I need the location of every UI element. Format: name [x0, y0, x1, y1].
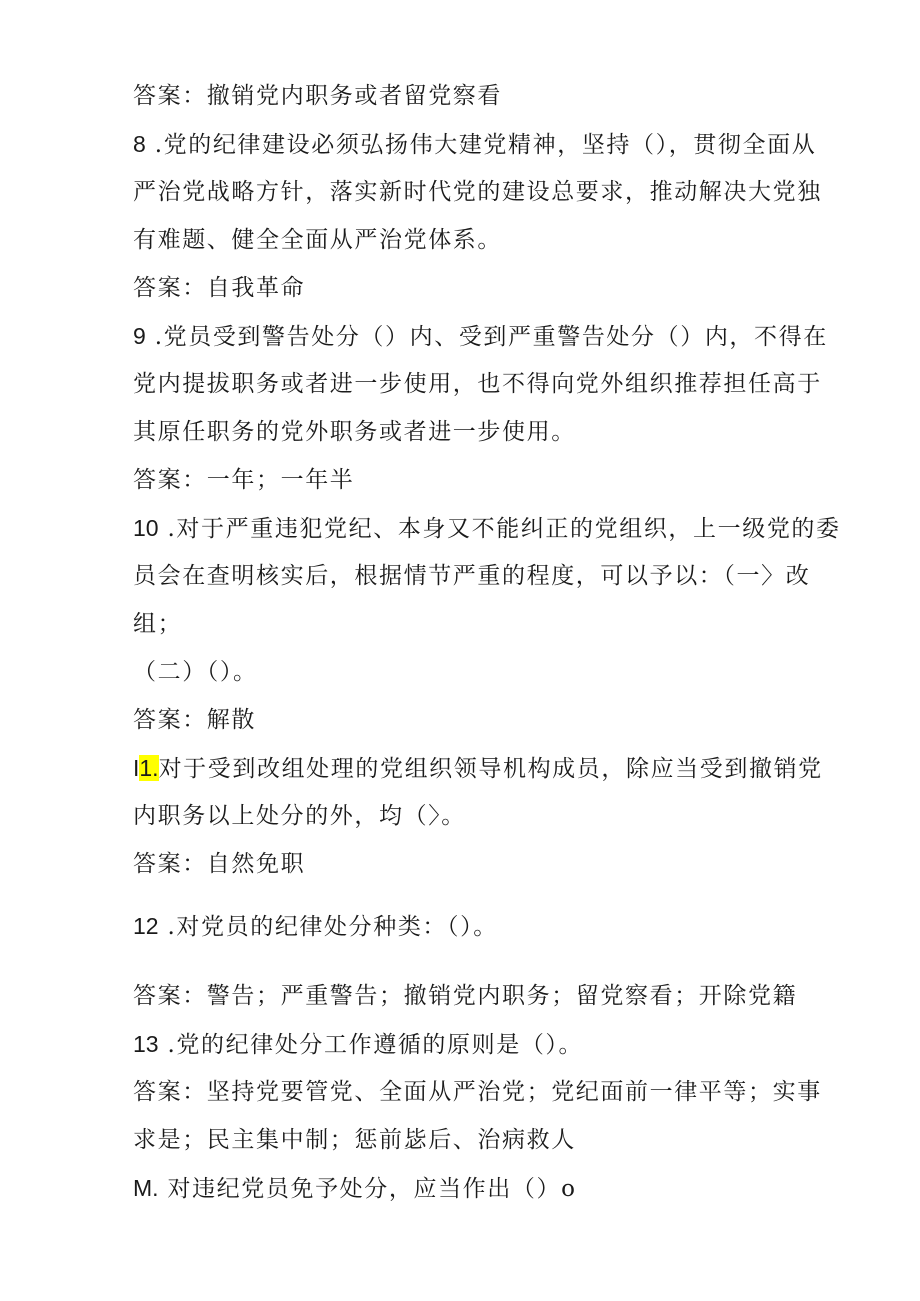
question-12-line: 12 .对党员的纪律处分种类：（）。	[133, 913, 498, 940]
answer-line: 答案：自然免职	[133, 851, 306, 877]
answer-line: 答案：撤销党内职务或者留党察看	[133, 83, 502, 109]
text-line: 员会在查明核实后，根据情节严重的程度，可以予以：（一〉改	[133, 563, 811, 589]
answer-line: 答案：坚持党要管党、全面从严治党；党纪面前一律平等；实事	[133, 1079, 822, 1105]
question-13-line: 13 .党的纪律处分工作遵循的原则是（）。	[133, 1031, 584, 1058]
text-line: 求是；民主集中制；惩前毖后、治病救人	[133, 1127, 576, 1153]
question-8-line: 8 .党的纪律建设必须弘扬伟大建党精神，坚持（），贯彻全面从	[133, 131, 817, 158]
question-14-line: M. 对违纪党员免予处分，应当作出（）o	[133, 1175, 577, 1202]
question-9-line: 9 .党员受到警告处分（）内、受到严重警告处分（）内，不得在	[133, 323, 828, 350]
question-10-line: 10 .对于严重违犯党纪、本身又不能纠正的党组织，上一级党的委	[133, 515, 841, 542]
text-line: 组；	[133, 611, 183, 637]
answer-line: 答案：警告；严重警告；撤销党内职务；留党察看；开除党籍	[133, 983, 798, 1009]
text-line: 其原任职务的党外职务或者进一步使用。	[133, 419, 576, 445]
text-line: 有难题、健全全面从严治党体系。	[133, 227, 502, 253]
answer-line: 答案：一年；一年半	[133, 467, 355, 493]
text-line: （二）（）。	[133, 659, 258, 685]
answer-line: 答案：解散	[133, 707, 256, 733]
question-11-line: I1.对于受到改组处理的党组织领导机构成员，除应当受到撤销党	[133, 755, 823, 782]
text-line: 党内提拔职务或者进一步使用，也不得向党外组织推荐担任高于	[133, 371, 822, 397]
text-line: 内职务以上处分的外，均（〉。	[133, 803, 466, 829]
text-line: 严治党战略方针，落实新时代党的建设总要求，推动解决大党独	[133, 179, 822, 205]
answer-line: 答案：自我革命	[133, 275, 306, 301]
highlighted-number: 1.	[139, 755, 159, 781]
